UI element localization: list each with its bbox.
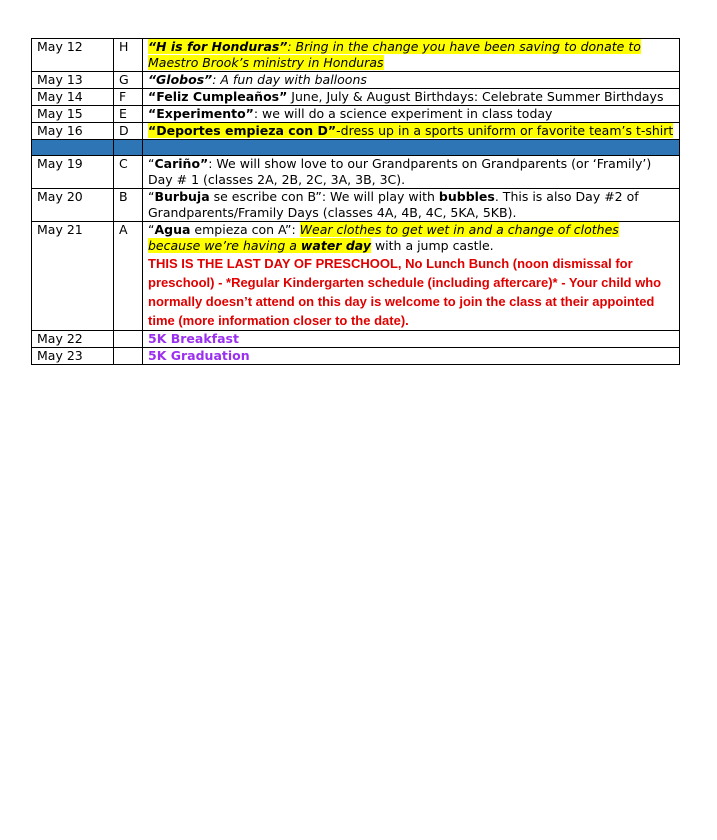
description-text: empieza con A”: — [190, 222, 300, 237]
letter-cell: E — [114, 106, 143, 123]
description-text: with a jump castle. — [370, 238, 494, 253]
description-cell — [143, 123, 680, 140]
divider-cell — [114, 140, 143, 156]
description-cell — [143, 348, 680, 365]
description-text: “Deportes empieza con D” — [148, 123, 337, 138]
description-text: “ — [148, 222, 155, 237]
description-text: “Experimento” — [148, 106, 254, 121]
date-cell: May 19 — [32, 156, 114, 189]
description-cell — [143, 156, 680, 189]
schedule-row — [32, 123, 680, 140]
description-cell — [143, 222, 680, 331]
date-cell: May 22 — [32, 331, 114, 348]
date-cell: May 23 — [32, 348, 114, 365]
letter-cell: A — [114, 222, 143, 331]
description-cell — [143, 331, 680, 348]
description-text: -dress up in a sports uniform or favorite team’s t-shirt — [336, 123, 674, 138]
letter-cell: D — [114, 123, 143, 140]
schedule-row — [32, 72, 680, 89]
description-text: Burbuja — [154, 189, 210, 204]
date-cell: May 16 — [32, 123, 114, 140]
schedule-row — [32, 106, 680, 123]
letter-cell: C — [114, 156, 143, 189]
letter-cell: G — [114, 72, 143, 89]
date-cell: May 14 — [32, 89, 114, 106]
description-text: bubbles — [438, 189, 495, 204]
description-text: . This is also Day #2 of Grandparents/Framily Days (classes 4A, 4B, 4C, 5KA, 5KB). — [148, 189, 639, 220]
description-text: “Globos” — [148, 72, 213, 87]
description-text: se escribe con B”: We will play with — [209, 189, 439, 204]
schedule-row — [32, 348, 680, 365]
schedule-table — [31, 38, 680, 365]
divider-cell — [143, 140, 680, 156]
description-cell — [143, 72, 680, 89]
schedule-row — [32, 331, 680, 348]
description-cell — [143, 39, 680, 72]
description-text: 5K Breakfast — [148, 331, 239, 346]
description-cell — [143, 89, 680, 106]
description-text: Cariño” — [154, 156, 209, 171]
date-cell: May 13 — [32, 72, 114, 89]
date-cell: May 12 — [32, 39, 114, 72]
date-cell: May 21 — [32, 222, 114, 331]
description-text: “ — [148, 156, 155, 171]
schedule-row — [32, 156, 680, 189]
description-text: “Feliz Cumpleaños” — [148, 89, 288, 104]
description-cell — [143, 106, 680, 123]
date-cell: May 15 — [32, 106, 114, 123]
divider-cell — [32, 140, 114, 156]
letter-cell — [114, 331, 143, 348]
schedule-page — [31, 38, 679, 365]
description-text: : we will do a science experiment in class today — [253, 106, 553, 121]
description-cell — [143, 189, 680, 222]
description-text: Wear clothes to get wet in and a change of clothes because we’re having a — [148, 222, 619, 253]
last-day-notice: THIS IS THE LAST DAY OF PRESCHOOL, No Lunch Bunch (noon dismissal for preschool) - *Regular Kindergarten schedule (including aftercare)* - Your child who normally doesn’t attend on this day is welcome to join the class at their appointed time (more information closer to the date). — [148, 256, 662, 328]
schedule-row — [32, 222, 680, 331]
description-text: “ — [148, 189, 155, 204]
schedule-row — [32, 89, 680, 106]
letter-cell: F — [114, 89, 143, 106]
description-text: : Bring in the change you have been saving to donate to Maestro Brook’s ministry in Honduras — [148, 39, 641, 70]
description-text: Agua — [154, 222, 191, 237]
schedule-body — [32, 39, 680, 365]
description-text: June, July & August Birthdays: Celebrate Summer Birthdays — [287, 89, 664, 104]
schedule-row — [32, 39, 680, 72]
letter-cell: B — [114, 189, 143, 222]
description-text: water day — [300, 238, 371, 253]
description-text: : A fun day with balloons — [212, 72, 367, 87]
section-divider-row — [32, 140, 680, 156]
description-text: : We will show love to our Grandparents on Grandparents (or ‘Framily’) Day # 1 (classes 2A, 2B, 2C, 3A, 3B, 3C). — [148, 156, 652, 187]
description-text: “H is for Honduras” — [148, 39, 288, 54]
date-cell: May 20 — [32, 189, 114, 222]
letter-cell — [114, 348, 143, 365]
description-text: 5K Graduation — [148, 348, 250, 363]
letter-cell: H — [114, 39, 143, 72]
schedule-row — [32, 189, 680, 222]
